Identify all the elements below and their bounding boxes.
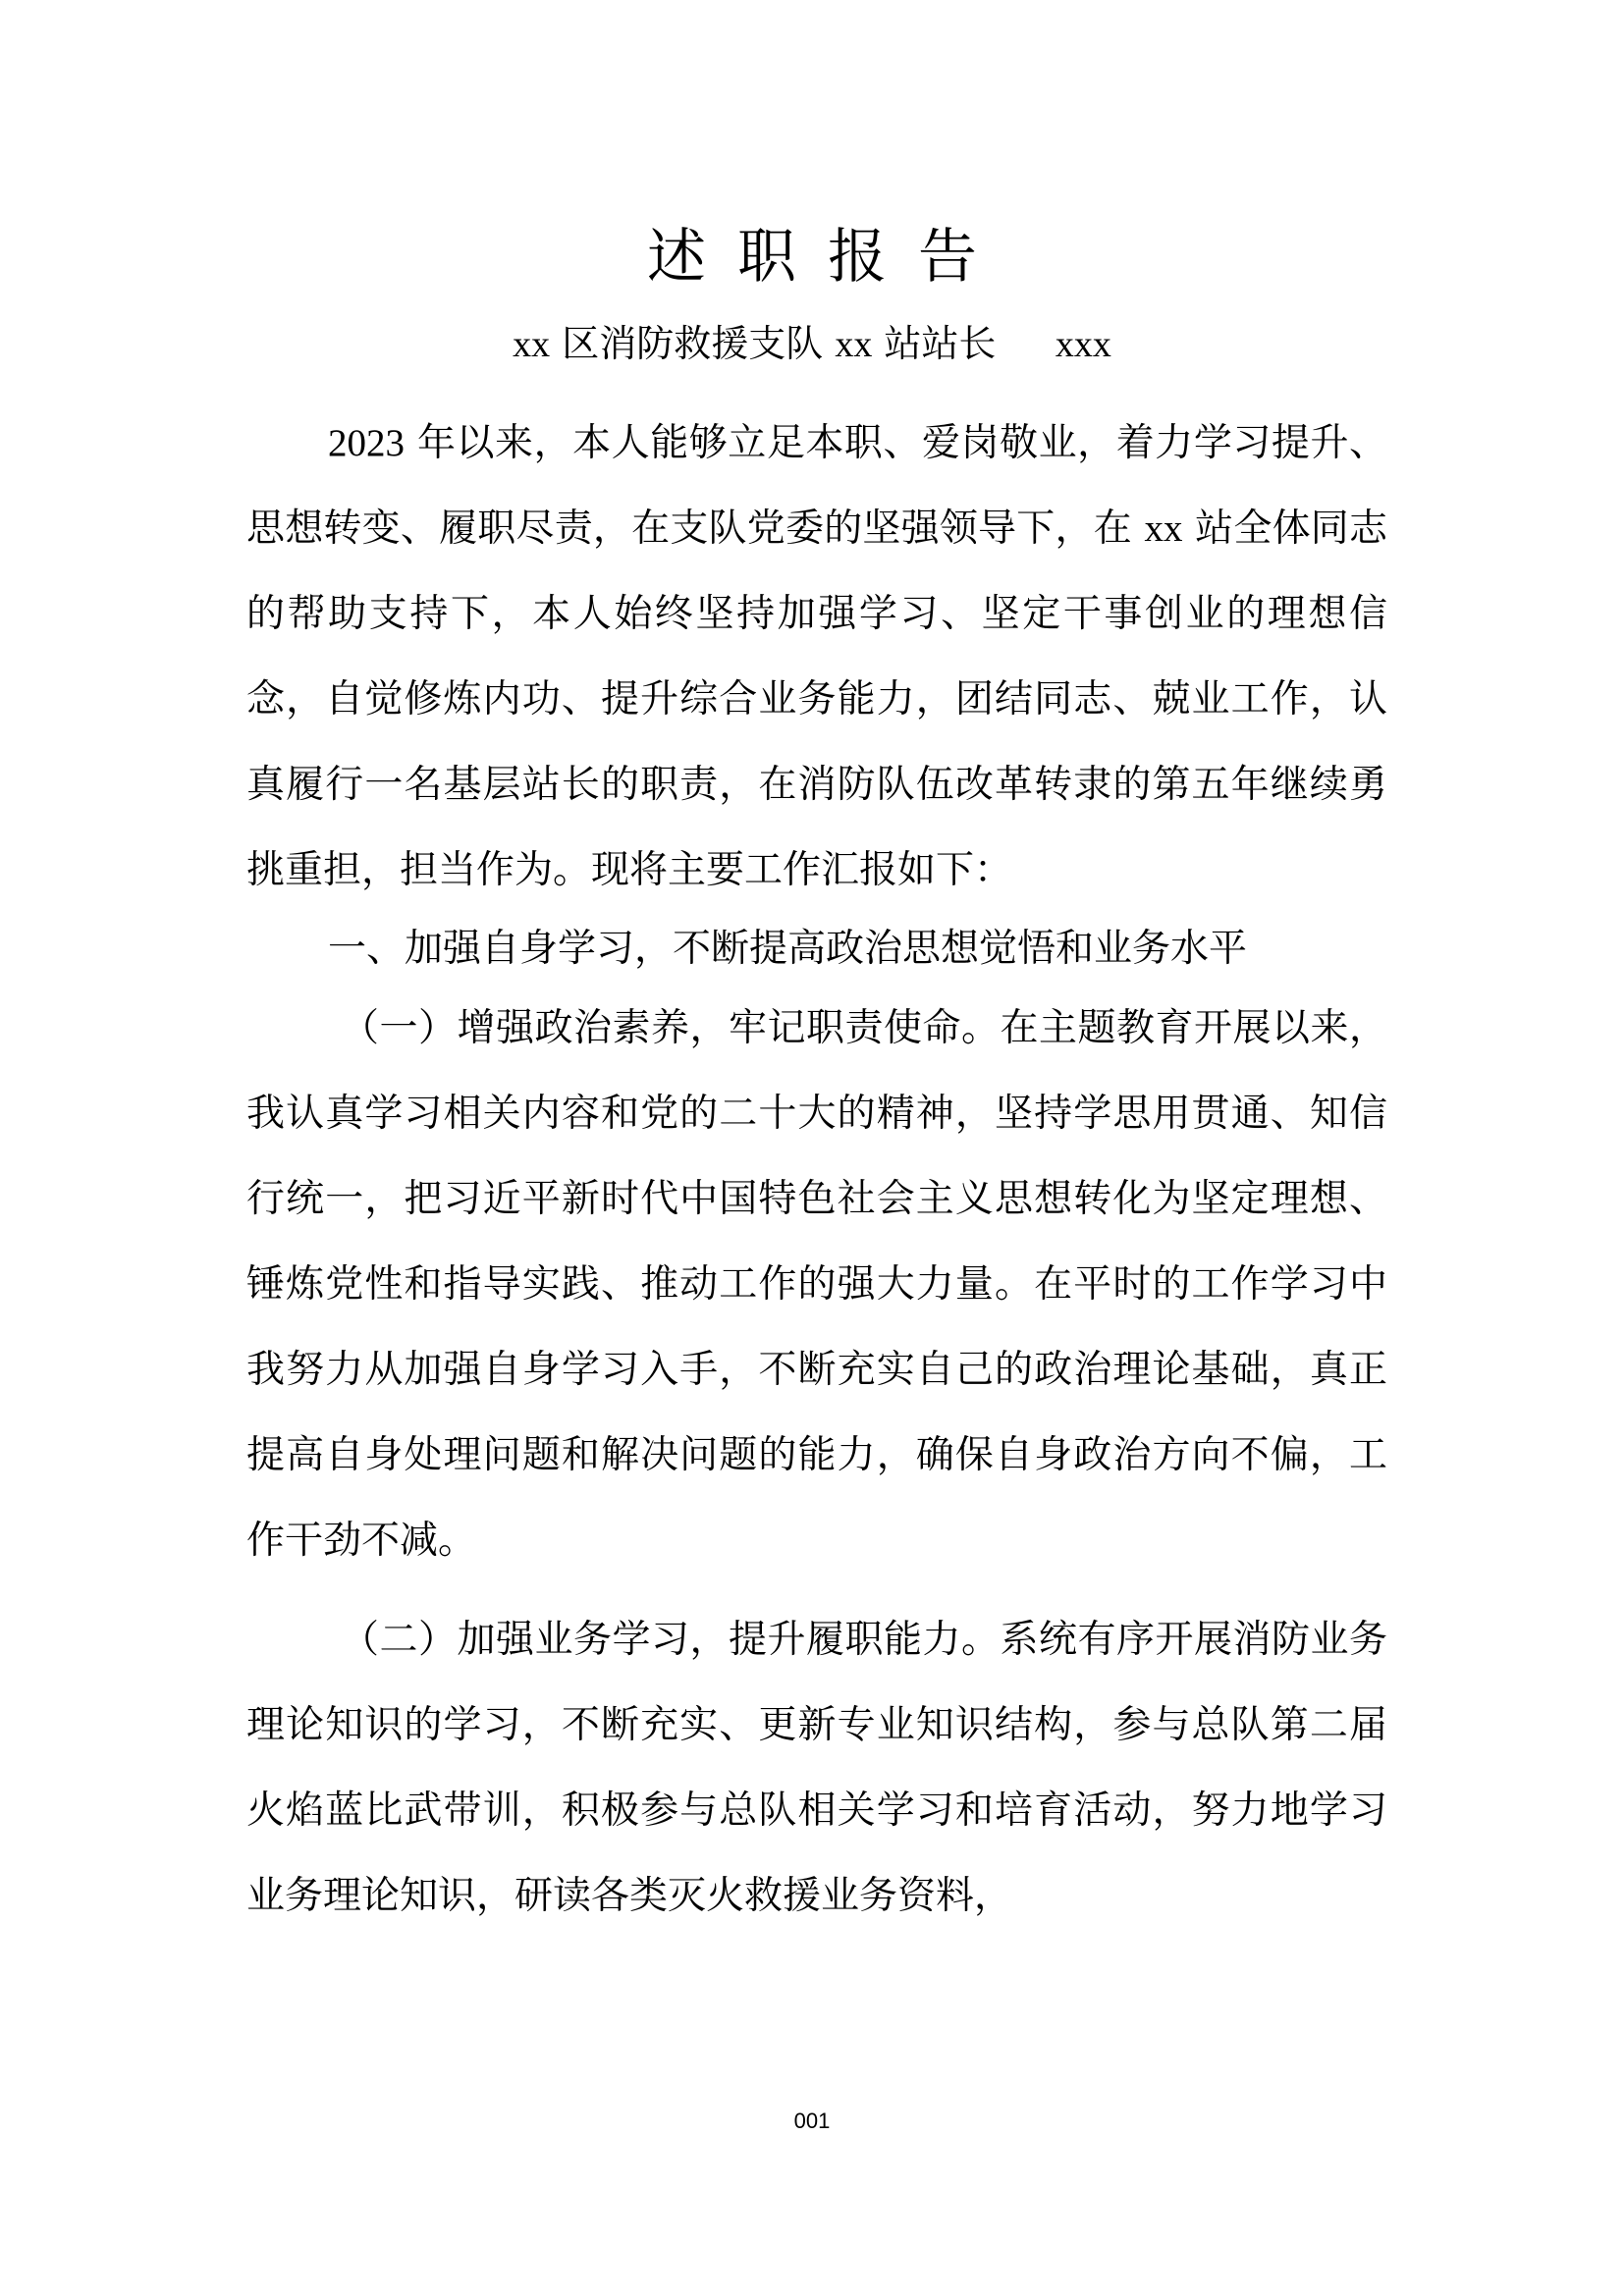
document-body [246, 400, 1387, 1939]
subtitle-spacer [996, 322, 1055, 365]
unit-name: 区消防救援支队 [550, 322, 836, 365]
intro-text-part2: 站全体同志的帮助支持下，本人始终坚持加强学习、坚定干事创业的理想信念，自觉修炼内功、提升综合业务能力，团结同志、兢业工作，认真履行一名基层站长的职责，在消防队伍改革转隶的第五年继续勇挑重担，担当作为。现将主要工作汇报如下： [246, 507, 1387, 892]
subsection-1-paragraph: （一）增强政治素养，牢记职责使命。在主题教育开展以来，我认真学习相关内容和党的二十大的精神，坚持学思用贯通、知信行统一，把习近平新时代中国特色社会主义思想转化为坚定理想、锤炼党性和指导实践、推动工作的强大力量。在平时的工作学习中我努力从加强自身学习入手，不断充实自己的政治理论基础，真正提高自身处理问题和解决问题的能力，确保自身政治方向不偏，工作干劲不减。 [246, 1006, 1387, 1563]
station-name: xx [835, 324, 873, 365]
intro-text-part1: 年以来，本人能够立足本职、爱岗敬业，着力学习提升、思想转变、履职尽责，在支队党委的坚强领导下，在 [246, 421, 1387, 551]
intro-paragraph [246, 400, 1387, 913]
intro-station: xx [1144, 507, 1183, 550]
subsection-2-paragraph: （二）加强业务学习，提升履职能力。系统有序开展消防业务理论知识的学习，不断充实、更新专业知识结构，参与总队第二届火焰蓝比武带训，积极参与总队相关学习和培育活动，努力地学习业务理论知识，研读各类灭火救援业务资料， [246, 1618, 1387, 1918]
author-name: xxx [1055, 324, 1111, 365]
page-number: 001 [793, 2109, 831, 2133]
position-title: 站站长 [872, 322, 997, 365]
section-heading-1: 一、加强自身学习，不断提高政治思想觉悟和业务水平 [328, 927, 1248, 971]
intro-year: 2023 [328, 422, 405, 464]
unit-prefix: xx [513, 324, 551, 365]
document-subtitle [0, 316, 1624, 372]
document-title: 述职报告 [647, 223, 1008, 292]
paragraph-gap [246, 1583, 1387, 1597]
